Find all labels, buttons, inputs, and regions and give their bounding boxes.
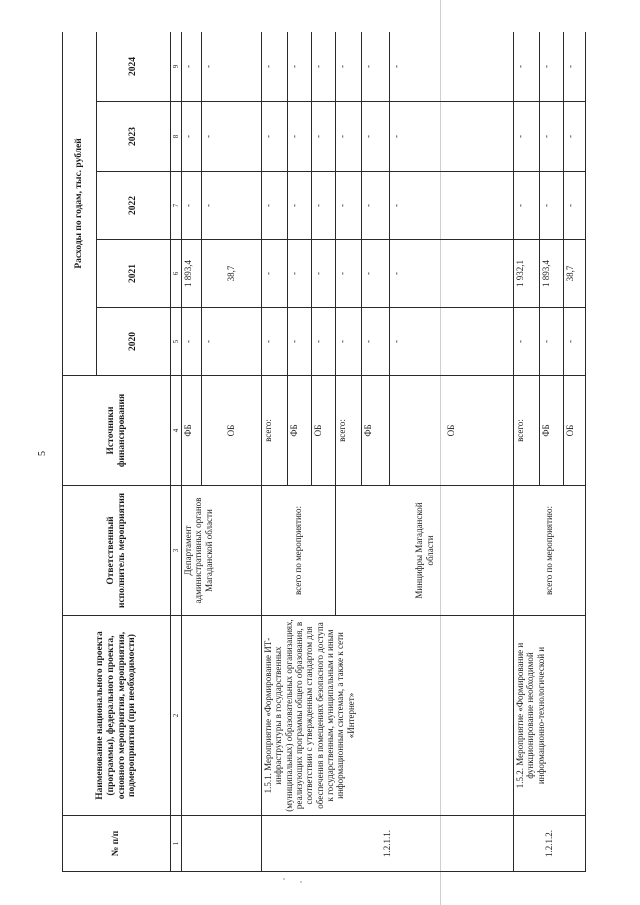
cell-source: ФБ (362, 376, 390, 486)
cell-value: - (362, 32, 390, 102)
cell-value: - (514, 172, 540, 240)
cell-value: - (390, 172, 514, 240)
cell-source: ОБ (202, 376, 262, 486)
index-cell: 2 (171, 616, 182, 816)
cell-value: 1 893,4 (540, 240, 564, 308)
cell-value: - (202, 102, 262, 172)
cell-value: - (312, 240, 336, 308)
index-cell: 6 (171, 240, 182, 308)
cell-value: - (540, 32, 564, 102)
cell-value: - (202, 172, 262, 240)
cell-value: 38,7 (202, 240, 262, 308)
index-row (171, 32, 182, 872)
page-number: 5 (37, 451, 48, 456)
cell-value: - (312, 102, 336, 172)
cell-value: - (202, 308, 262, 376)
cell-value: - (564, 102, 586, 172)
cell-value: - (336, 240, 362, 308)
cell-value: - (362, 240, 390, 308)
cell-source: всего: (514, 376, 540, 486)
cell-value: - (312, 308, 336, 376)
cell-value: - (312, 32, 336, 102)
cell-value: - (390, 240, 514, 308)
cell-responsible: всего по мероприятию: (514, 486, 586, 616)
index-cell: 8 (171, 102, 182, 172)
cell-value: - (262, 172, 288, 240)
table-row (514, 32, 540, 872)
scan-speck (283, 878, 285, 880)
cell-source: ОБ (312, 376, 336, 486)
cell-responsible: всего по мероприятию: (262, 486, 336, 616)
cell-source: всего: (336, 376, 362, 486)
cell-value: - (262, 102, 288, 172)
cell-source: ФБ (182, 376, 202, 486)
cell-source: всего: (262, 376, 288, 486)
cell-value: - (312, 172, 336, 240)
rotated-table-container (62, 32, 592, 872)
index-cell: 9 (171, 32, 182, 102)
cell-name: 1.5.1. Мероприятие «Формирование ИТ-инфраструктуры в государственных (муниципальных) образовательных организациях, реализующих программы общего образования, в соответствии с утвержденным стандартом для обеспечения в помещениях безопасного доступа к государственным, муниципальным и иным информационным системам, а также к сети «Интернет» (262, 616, 514, 816)
cell-value: - (288, 308, 312, 376)
document-sheet (62, 32, 592, 872)
cell-value: - (362, 308, 390, 376)
cell-value: - (514, 308, 540, 376)
index-cell: 1 (171, 816, 182, 872)
cell-value: - (390, 308, 514, 376)
cell-value: - (262, 240, 288, 308)
cell-value: - (182, 32, 202, 102)
cell-value: - (262, 32, 288, 102)
header-source: Источники финансирования (63, 376, 171, 486)
cell-source: ОБ (564, 376, 586, 486)
index-cell: 3 (171, 486, 182, 616)
cell-value: - (288, 102, 312, 172)
cell-value: - (540, 102, 564, 172)
cell-source: ФБ (288, 376, 312, 486)
cell-value: - (336, 172, 362, 240)
cell-value: - (288, 172, 312, 240)
cell-value: - (564, 32, 586, 102)
cell-no: 1.2.1.2. (514, 816, 586, 872)
header-year: 2021 (97, 240, 171, 308)
cell-value: - (514, 102, 540, 172)
cell-source: ОБ (390, 376, 514, 486)
cell-value: - (362, 102, 390, 172)
cell-value: 1 932,1 (514, 240, 540, 308)
header-responsible: Ответственный исполнитель мероприятия (63, 486, 171, 616)
cell-value: - (202, 32, 262, 102)
cell-responsible: Минцифры Магаданской области (336, 486, 514, 616)
cell-value: - (182, 172, 202, 240)
cell-value: - (514, 32, 540, 102)
header-year: 2022 (97, 172, 171, 240)
header-expenses-group: Расходы по годам, тыс. рублей (63, 32, 97, 376)
cell-value: - (390, 102, 514, 172)
cell-value: - (564, 172, 586, 240)
header-name: Наименование национального проекта (программы), федерального проекта, основного мероприятия, мероприятия, подмероприятия (при необходимости) (63, 616, 171, 816)
header-year: 2023 (97, 102, 171, 172)
cell-value: - (182, 308, 202, 376)
cell-value: - (336, 308, 362, 376)
index-cell: 5 (171, 308, 182, 376)
cell-value: - (288, 32, 312, 102)
cell-value: - (262, 308, 288, 376)
cell-source: ФБ (540, 376, 564, 486)
header-no: № п/п (63, 816, 171, 872)
header-year: 2024 (97, 32, 171, 102)
table-row (182, 32, 202, 872)
cell-name: 1.5.2. Мероприятие «Формирование и функционирование необходимой информационно-технологической и (514, 616, 586, 816)
scan-speck (300, 881, 302, 883)
cell-value: - (336, 32, 362, 102)
index-cell: 4 (171, 376, 182, 486)
cell-value: - (362, 172, 390, 240)
cell-no: 1.2.1.1. (262, 816, 514, 872)
expenses-table (62, 32, 586, 872)
cell-responsible: Департамент административных органов Магаданской области (182, 486, 262, 616)
cell-name (182, 616, 262, 816)
cell-value: - (540, 308, 564, 376)
cell-no (182, 816, 262, 872)
header-year: 2020 (97, 308, 171, 376)
cell-value: 38,7 (564, 240, 586, 308)
cell-value: - (390, 32, 514, 102)
cell-value: 1 893,4 (182, 240, 202, 308)
index-cell: 7 (171, 172, 182, 240)
cell-value: - (182, 102, 202, 172)
cell-value: - (564, 308, 586, 376)
cell-value: - (288, 240, 312, 308)
cell-value: - (540, 172, 564, 240)
table-row (262, 32, 288, 872)
cell-value: - (336, 102, 362, 172)
